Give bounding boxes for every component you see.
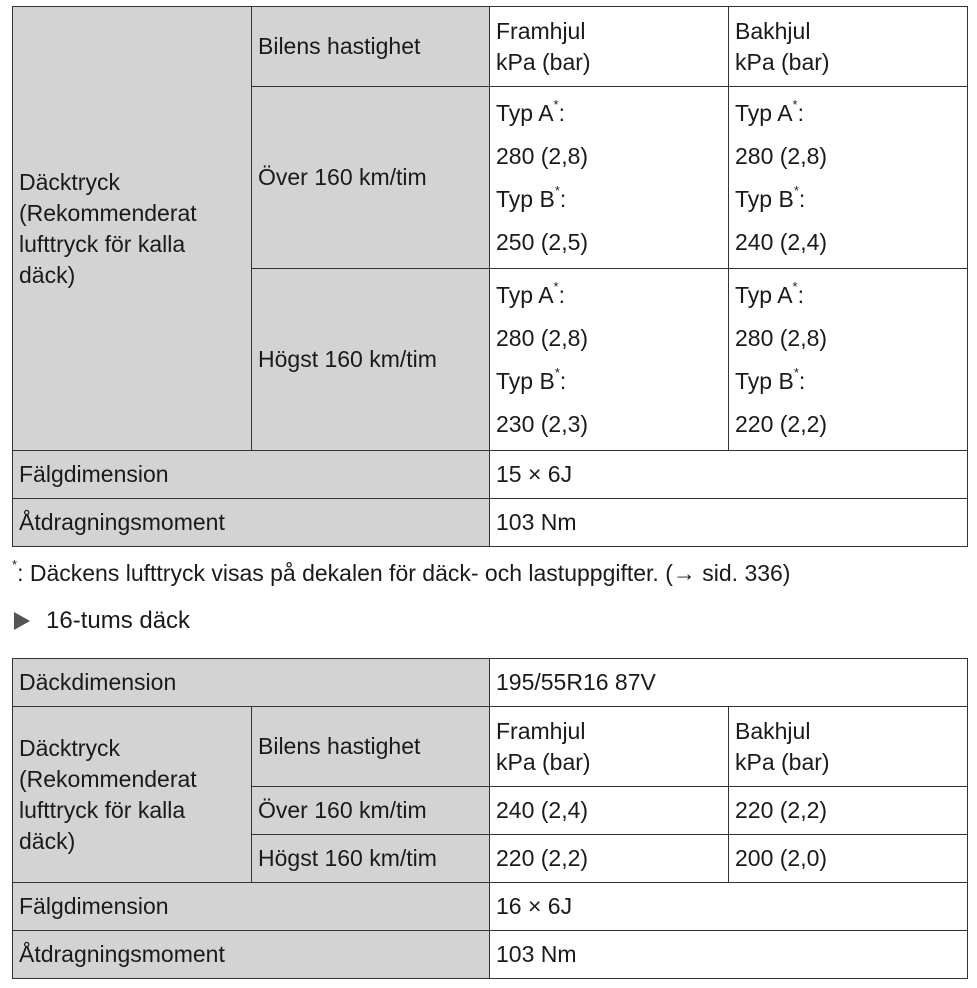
table-row <box>13 659 968 707</box>
speed-over-160: Över 160 km/tim <box>252 787 490 835</box>
speed-max-160: Högst 160 km/tim <box>252 835 490 883</box>
torque-label: Åtdragningsmoment <box>13 931 490 979</box>
section-heading <box>14 604 190 638</box>
tire-size-label: Däckdimension <box>13 659 490 707</box>
rear-pressure-over-160: 220 (2,2) <box>729 787 968 835</box>
footnote-mark: * <box>12 557 18 573</box>
speed-over-160: Över 160 km/tim <box>252 87 490 269</box>
table-row <box>13 931 968 979</box>
table-row <box>13 7 968 87</box>
front-pressure-max-160: 220 (2,2) <box>490 835 729 883</box>
tire-table-15 <box>12 6 968 547</box>
tire-pressure-label: Däcktryck (Rekommenderat lufttryck för kalla däck) <box>13 707 252 883</box>
front-pressure-over-160: Typ A*: 280 (2,8) Typ B*: 250 (2,5) <box>490 87 729 269</box>
triangle-bullet-icon <box>14 612 30 630</box>
table-row <box>13 451 968 499</box>
tire-table-16 <box>12 658 968 979</box>
front-wheel-header: Framhjul kPa (bar) <box>490 7 729 87</box>
rear-wheel-header: Bakhjul kPa (bar) <box>729 707 968 787</box>
rim-dimension-value: 16 × 6J <box>490 883 968 931</box>
rear-pressure-max-160: 200 (2,0) <box>729 835 968 883</box>
rear-wheel-header: Bakhjul kPa (bar) <box>729 7 968 87</box>
table-row <box>13 499 968 547</box>
speed-header: Bilens hastighet <box>252 7 490 87</box>
footnote <box>12 556 790 590</box>
speed-max-160: Högst 160 km/tim <box>252 269 490 451</box>
speed-header: Bilens hastighet <box>252 707 490 787</box>
front-pressure-max-160: Typ A*: 280 (2,8) Typ B*: 230 (2,3) <box>490 269 729 451</box>
tire-pressure-label: Däcktryck (Rekommenderat lufttryck för kalla däck) <box>13 7 252 451</box>
front-wheel-header: Framhjul kPa (bar) <box>490 707 729 787</box>
torque-value: 103 Nm <box>490 499 968 547</box>
rim-dimension-value: 15 × 6J <box>490 451 968 499</box>
tire-size-value: 195/55R16 87V <box>490 659 968 707</box>
rim-dimension-label: Fälgdimension <box>13 883 490 931</box>
front-pressure-over-160: 240 (2,4) <box>490 787 729 835</box>
table-row <box>13 707 968 787</box>
torque-value: 103 Nm <box>490 931 968 979</box>
footnote-text: : Däckens lufttryck visas på dekalen för däck- och lastuppgifter. (→ sid. 336) <box>17 560 791 586</box>
table-row <box>13 883 968 931</box>
section-heading-text: 16-tums däck <box>46 607 191 634</box>
rear-pressure-over-160: Typ A*: 280 (2,8) Typ B*: 240 (2,4) <box>729 87 968 269</box>
rim-dimension-label: Fälgdimension <box>13 451 490 499</box>
rear-pressure-max-160: Typ A*: 280 (2,8) Typ B*: 220 (2,2) <box>729 269 968 451</box>
torque-label: Åtdragningsmoment <box>13 499 490 547</box>
